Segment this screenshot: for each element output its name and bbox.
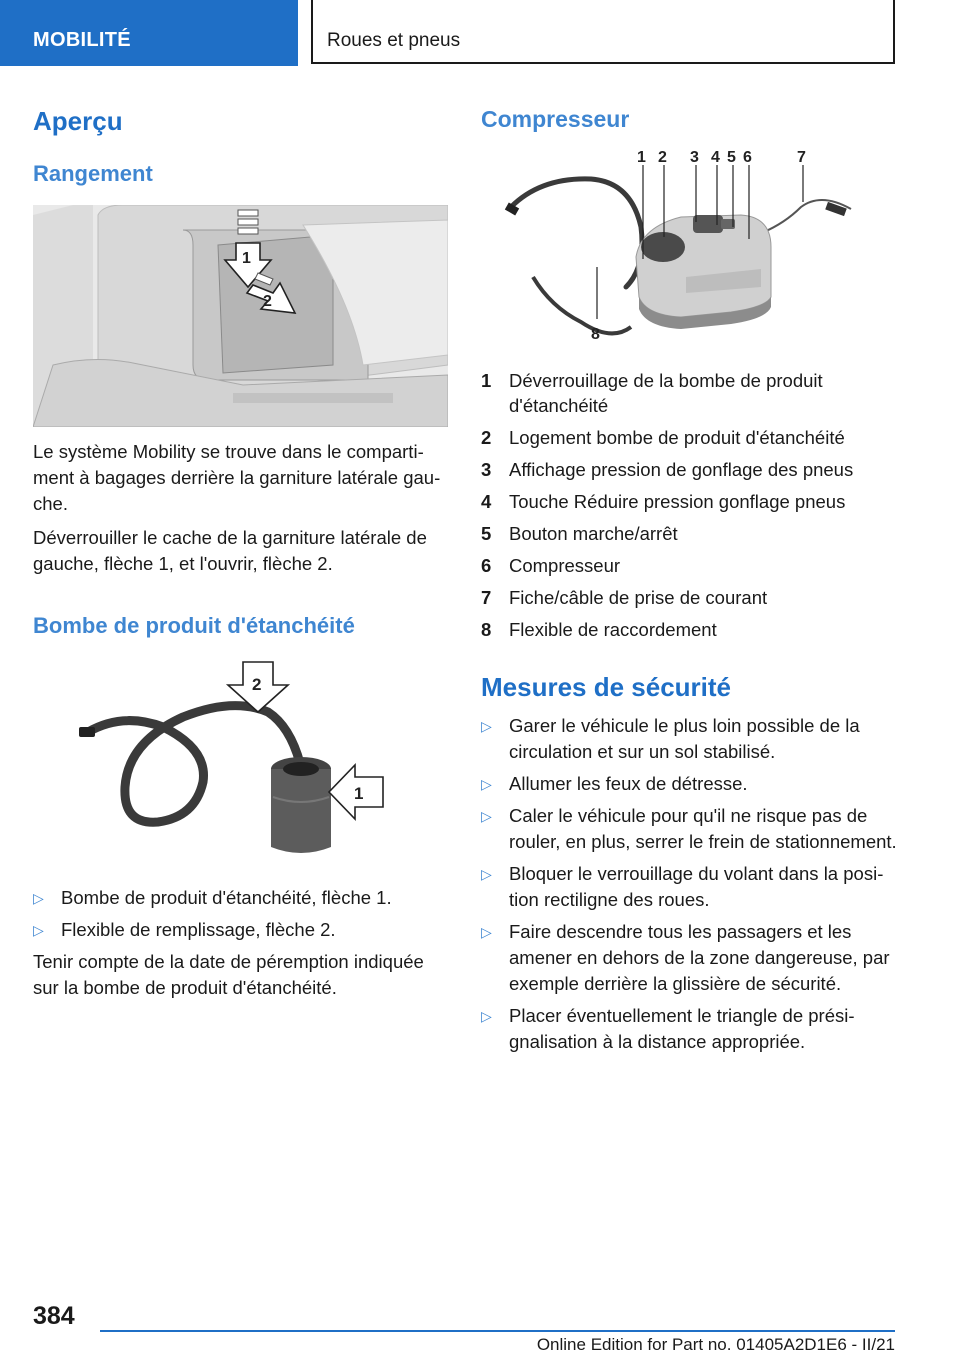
- compressor-legend: [481, 368, 901, 642]
- fig-label-7: 7: [797, 149, 806, 166]
- fig-label-2: 2: [658, 149, 667, 166]
- fig-label-1: 1: [242, 250, 251, 267]
- triangle-bullet-icon: ▷: [33, 922, 44, 938]
- fig-label-6: 6: [743, 149, 752, 166]
- list-item: 1 Déverrouillage de la bombe de produit d'étanchéité: [481, 370, 823, 416]
- triangle-bullet-icon: ▷: [481, 1008, 492, 1024]
- list-item: 3 Affichage pression de gonflage des pneus: [481, 459, 854, 480]
- list-item: ▷ Faire descendre tous les passagers et les amener en dehors de la zone dangereuse, par exemple derrière la glissière de sécurité.: [481, 921, 890, 994]
- list-item: 8 Flexible de raccordement: [481, 619, 717, 640]
- triangle-bullet-icon: ▷: [33, 890, 44, 906]
- storage-text-1: Le système Mobility se trouve dans le compartiment à bagages derrière la garniture latérale gauche.: [33, 441, 441, 514]
- compressor-heading: Compresseur: [481, 106, 630, 132]
- list-item: 6 Compresseur: [481, 555, 621, 576]
- fig-label-1: 1: [354, 784, 364, 803]
- chapter-tab: [311, 0, 895, 64]
- fig-label-2: 2: [263, 293, 272, 310]
- left-column: [33, 98, 451, 1009]
- list-item: ▷ Garer le véhicule le plus loin possible de la circulation et sur un sol stabilisé.: [481, 715, 860, 762]
- list-item: 2 Logement bombe de produit d'étanchéité: [481, 427, 845, 448]
- section-title: MOBILITÉ: [33, 29, 131, 51]
- triangle-bullet-icon: ▷: [481, 776, 492, 792]
- footer-edition: Online Edition for Part no. 01405A2D1E6 - II/21: [536, 1335, 895, 1354]
- compressor-illustration: [481, 147, 896, 362]
- fig-label-4: 4: [711, 149, 720, 166]
- sealant-drawing: [33, 657, 448, 869]
- fig-label-5: 5: [727, 149, 736, 166]
- chapter-title: Roues et pneus: [327, 30, 461, 51]
- list-item: ▷ Bloquer le verrouillage du volant dans la position rectiligne des roues.: [481, 863, 884, 910]
- list-item: 7 Fiche/câble de prise de courant: [481, 587, 768, 608]
- storage-illustration: [33, 205, 448, 427]
- sealant-heading: Bombe de produit d'étanchéité: [33, 613, 355, 638]
- triangle-bullet-icon: ▷: [481, 718, 492, 734]
- storage-heading: Rangement: [33, 161, 153, 186]
- triangle-bullet-icon: ▷: [481, 808, 492, 824]
- safety-bullet-list: [481, 713, 901, 1055]
- list-item: ▷ Caler le véhicule pour qu'il ne risque pas de rouler, en plus, serrer le frein de stationnement.: [481, 805, 897, 852]
- fig-label-2: 2: [252, 675, 262, 694]
- fig-label-3: 3: [690, 149, 699, 166]
- page-title: Aperçu: [33, 106, 123, 136]
- list-item: ▷ Placer éventuellement le triangle de présignalisation à la distance appropriée.: [481, 1005, 855, 1052]
- list-item: ▷ Bombe de produit d'étanchéité, flèche 1.: [33, 885, 451, 911]
- triangle-bullet-icon: ▷: [481, 924, 492, 940]
- list-item: ▷ Flexible de remplissage, flèche 2.: [33, 917, 451, 943]
- storage-text-2: Déverrouiller le cache de la garniture latérale de gauche, flèche 1, et l'ouvrir, flèche 2.: [33, 527, 427, 574]
- list-item: 5 Bouton marche/arrêt: [481, 523, 678, 544]
- list-item: ▷ Allumer les feux de détresse.: [481, 771, 901, 797]
- trunk-drawing: [33, 205, 448, 427]
- page-number: 384: [33, 1302, 75, 1330]
- right-column: [481, 98, 901, 1061]
- fig-label-1: 1: [637, 149, 646, 166]
- sealant-illustration: [33, 657, 448, 869]
- safety-heading: Mesures de sécurité: [481, 672, 732, 702]
- triangle-bullet-icon: ▷: [481, 866, 492, 882]
- sealant-text: Tenir compte de la date de péremption indiquée sur la bombe de produit d'étanchéité.: [33, 951, 424, 998]
- sealant-bullet-list: [33, 885, 451, 943]
- list-item: 4 Touche Réduire pression gonflage pneus: [481, 491, 846, 512]
- compressor-drawing: [481, 147, 896, 362]
- fig-label-8: 8: [591, 326, 600, 343]
- section-tab: [0, 0, 298, 66]
- footer-divider: [100, 1330, 895, 1332]
